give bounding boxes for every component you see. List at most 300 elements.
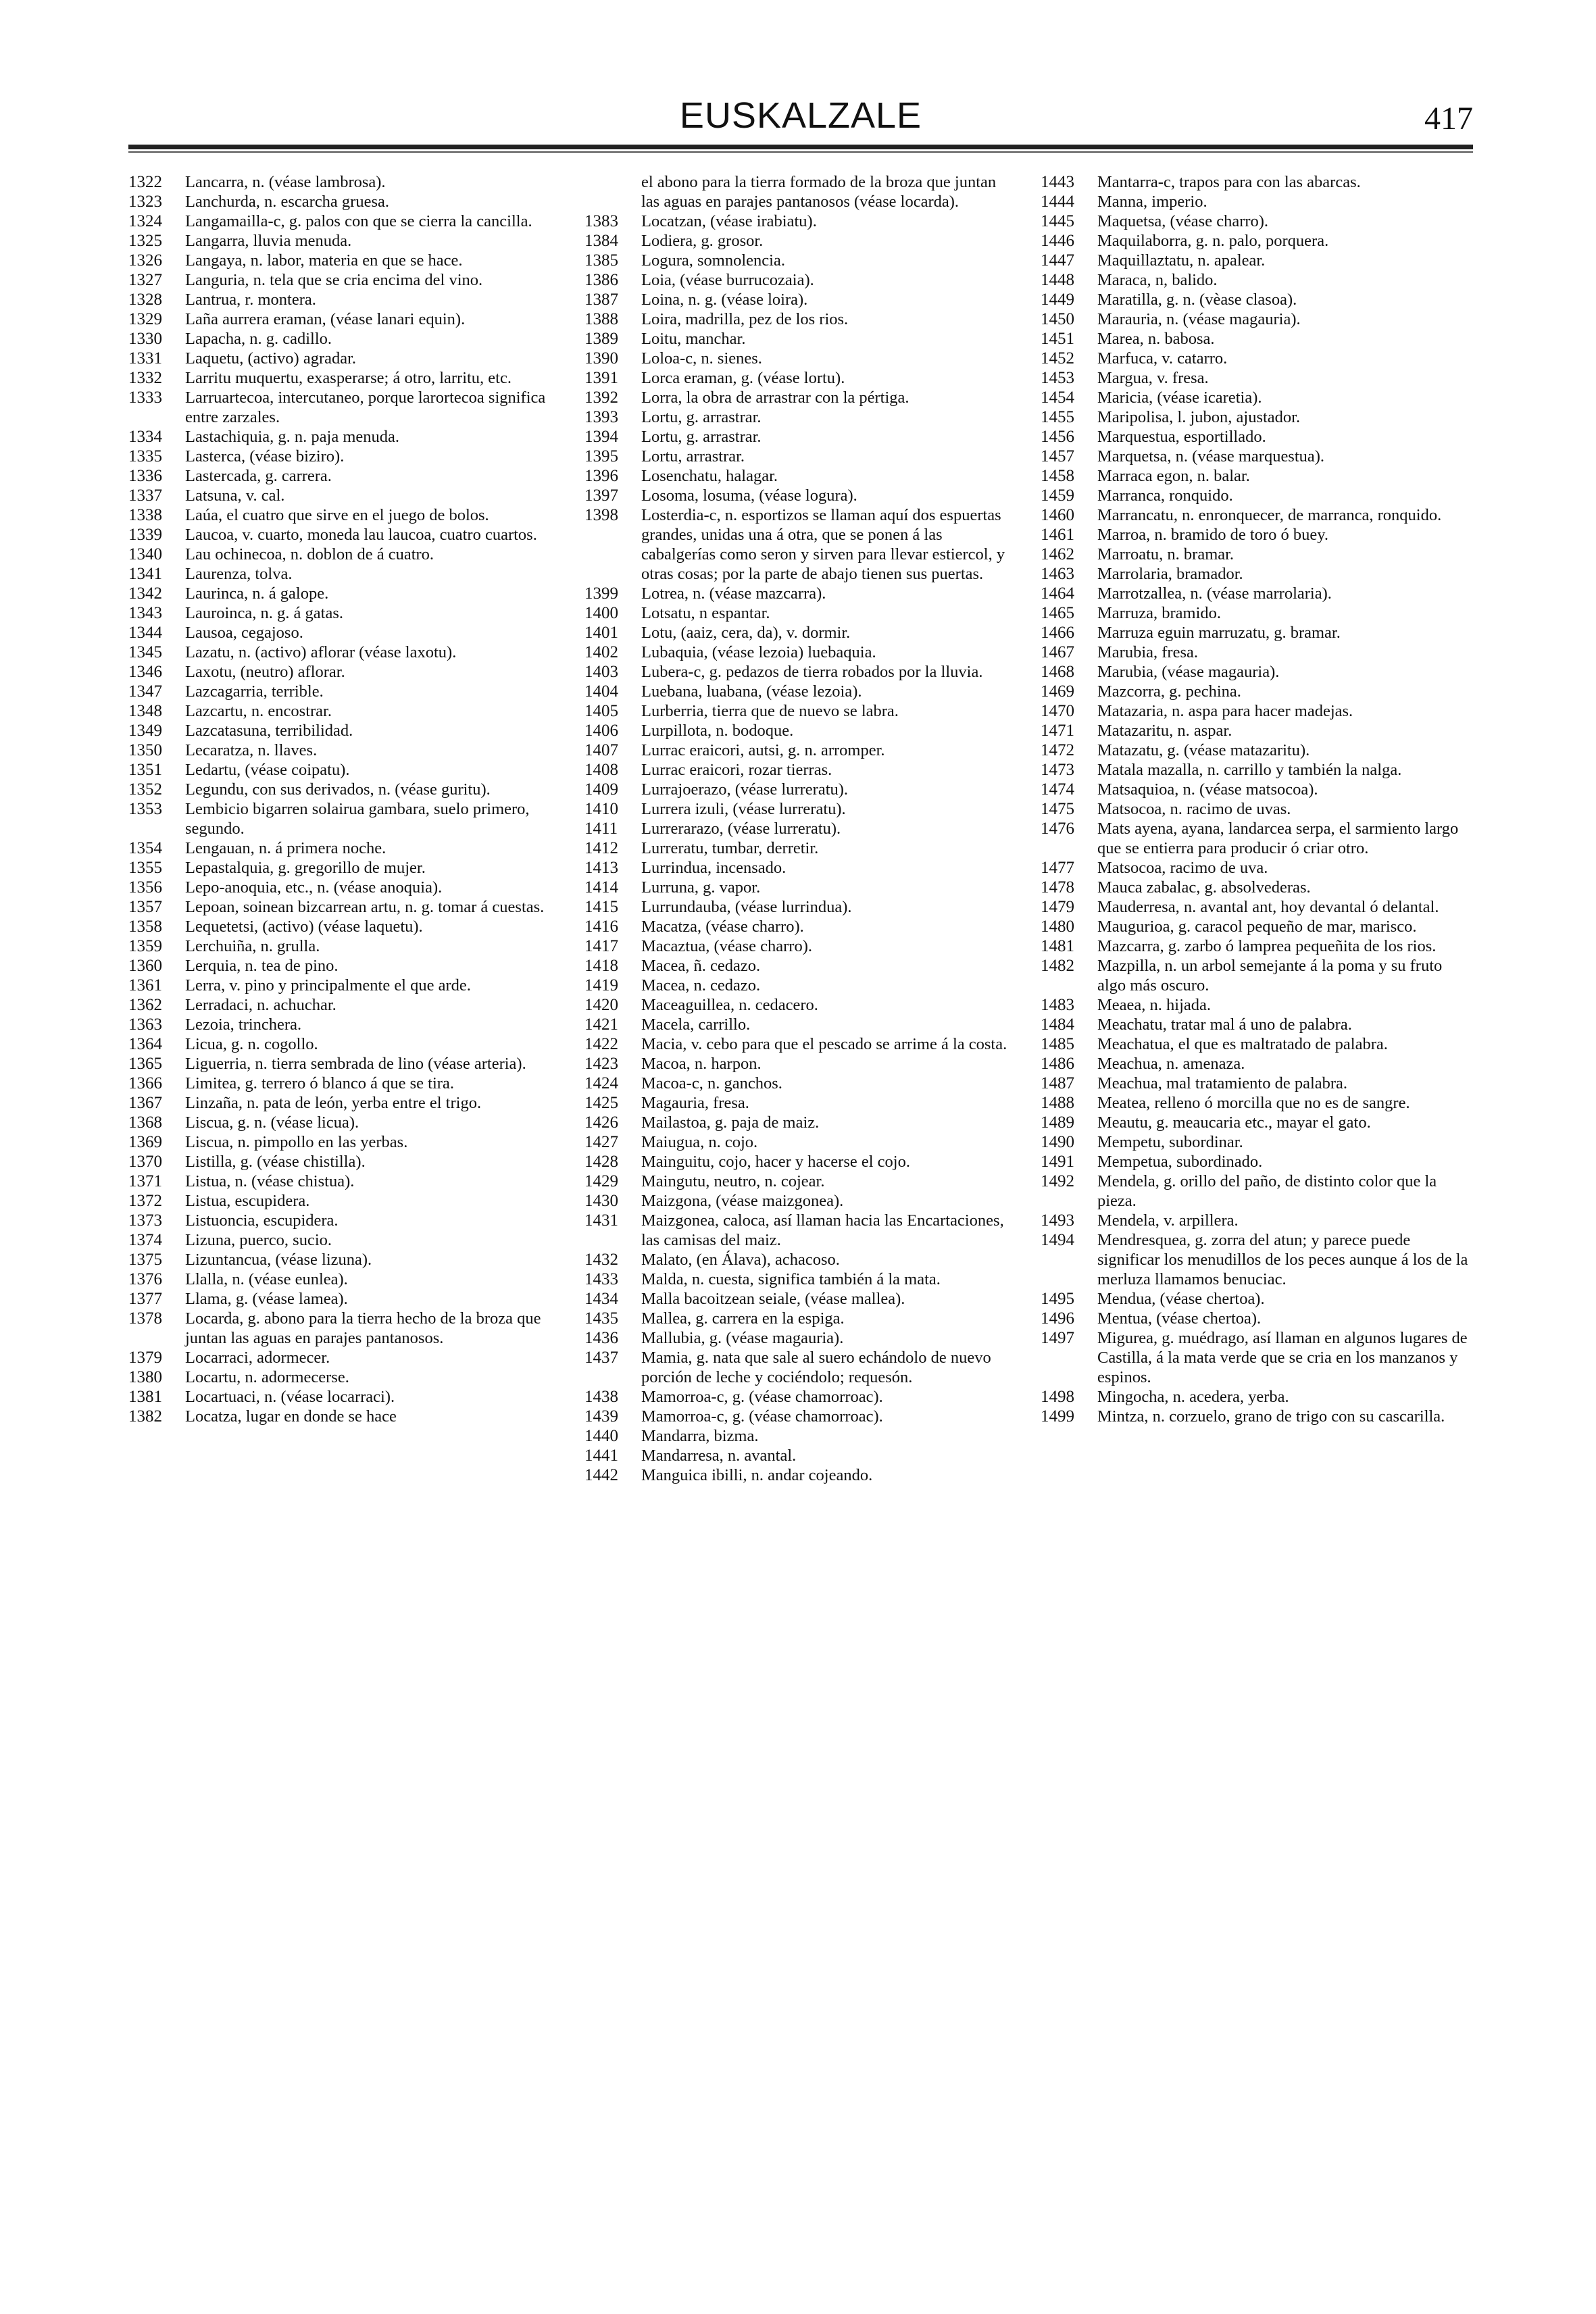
dictionary-entry	[1041, 329, 1473, 349]
dictionary-entry	[1041, 956, 1473, 995]
entry-number: 1385	[584, 251, 618, 270]
entry-number: 1488	[1041, 1094, 1074, 1112]
entry-text: Laurinca, n. á galope.	[185, 584, 329, 603]
dictionary-entry	[128, 1269, 561, 1289]
dictionary-entry	[1041, 486, 1473, 505]
dictionary-entry	[584, 466, 1017, 486]
entry-number: 1358	[128, 917, 162, 936]
entry-text: Marquetsa, n. (véase marquestua).	[1097, 447, 1325, 466]
entry-number: 1477	[1041, 859, 1074, 877]
dictionary-entry	[584, 349, 1017, 368]
entry-text: Lurrundauba, (véase lurrindua).	[641, 898, 852, 916]
running-title: EUSKALZALE	[679, 95, 922, 136]
dictionary-entry	[128, 1407, 561, 1426]
dictionary-entry	[584, 211, 1017, 231]
entry-text: Lembicio bigarren solairua gambara, suelo primero, segundo.	[185, 800, 530, 838]
entry-text: Lasterca, (véase biziro).	[185, 447, 345, 466]
entry-number: 1420	[584, 996, 618, 1014]
entry-text: Meachua, n. amenaza.	[1097, 1055, 1245, 1073]
entry-text: Matsocoa, racimo de uva.	[1097, 859, 1268, 877]
entry-text: Lazcartu, n. encostrar.	[185, 702, 332, 720]
entry-text: Lorca eraman, g. (véase lortu).	[641, 369, 845, 387]
dictionary-entry	[1041, 780, 1473, 799]
dictionary-entry	[584, 231, 1017, 251]
entry-text: Lausoa, cegajoso.	[185, 624, 303, 642]
entry-text: Maizgonea, caloca, así llaman hacia las Encartaciones, las camisas del maiz.	[641, 1211, 1004, 1249]
entry-text: Lorra, la obra de arrastrar con la pértiga.	[641, 388, 909, 407]
dictionary-entry	[128, 1015, 561, 1034]
dictionary-entry	[128, 1093, 561, 1113]
entry-text: Magauria, fresa.	[641, 1094, 749, 1112]
entry-text: Maiugua, n. cojo.	[641, 1133, 758, 1151]
dictionary-entry	[128, 780, 561, 799]
dictionary-entry	[1041, 290, 1473, 309]
entry-number: 1476	[1041, 820, 1074, 838]
dictionary-entry	[1041, 447, 1473, 466]
dictionary-entry	[584, 701, 1017, 721]
dictionary-entry	[584, 407, 1017, 427]
entry-number: 1462	[1041, 545, 1074, 563]
entry-number: 1458	[1041, 467, 1074, 485]
dictionary-entry	[584, 917, 1017, 936]
dictionary-entry	[1041, 309, 1473, 329]
entry-number: 1390	[584, 349, 618, 368]
entry-number: 1464	[1041, 584, 1074, 603]
entry-text: Lortu, g. arrastrar.	[641, 408, 762, 426]
dictionary-entry	[128, 662, 561, 682]
entry-text: Mamorroa-c, g. (véase chamorroac).	[641, 1388, 883, 1406]
dictionary-entry	[128, 505, 561, 525]
header-rule-thin	[128, 151, 1473, 153]
dictionary-entry	[584, 760, 1017, 780]
entry-text: Loia, (véase burrucozaia).	[641, 271, 814, 289]
entry-number: 1455	[1041, 408, 1074, 426]
dictionary-entry	[584, 1211, 1017, 1250]
dictionary-columns	[128, 172, 1473, 2260]
dictionary-entry	[1041, 643, 1473, 662]
entry-number: 1354	[128, 839, 162, 857]
dictionary-entry	[584, 603, 1017, 623]
dictionary-entry	[1041, 192, 1473, 211]
entry-text: Loira, madrilla, pez de los rios.	[641, 310, 849, 328]
entry-text: Marrancatu, n. enronquecer, de marranca, ronquido.	[1097, 506, 1442, 524]
entry-number: 1389	[584, 330, 618, 348]
dictionary-entry	[584, 1191, 1017, 1211]
dictionary-entry	[1041, 1211, 1473, 1230]
dictionary-entry	[1041, 917, 1473, 936]
entry-number: 1331	[128, 349, 162, 368]
dictionary-entry	[1041, 407, 1473, 427]
dictionary-entry	[128, 995, 561, 1015]
dictionary-entry	[1041, 662, 1473, 682]
entry-text: Mempetua, subordinado.	[1097, 1153, 1263, 1171]
dictionary-entry	[128, 368, 561, 388]
entry-text: Mendua, (véase chertoa).	[1097, 1290, 1265, 1308]
header-rule	[128, 145, 1473, 149]
entry-number: 1469	[1041, 682, 1074, 701]
entry-number: 1460	[1041, 506, 1074, 524]
dictionary-entry	[1041, 1034, 1473, 1054]
entry-number: 1438	[584, 1388, 618, 1406]
entry-number: 1427	[584, 1133, 618, 1151]
entry-text: Migurea, g. muédrago, así llaman en algunos lugares de Castilla, á la mata verde que se cria en los manzanos y espinos.	[1097, 1329, 1468, 1386]
dictionary-entry	[128, 231, 561, 251]
entry-number: 1380	[128, 1368, 162, 1386]
entry-number: 1384	[584, 232, 618, 250]
entry-number: 1402	[584, 643, 618, 661]
dictionary-entry	[1041, 427, 1473, 447]
entry-text: Larritu muquertu, exasperarse; á otro, larritu, etc.	[185, 369, 512, 387]
entry-number: 1323	[128, 193, 162, 211]
entry-text: Mendresquea, g. zorra del atun; y parece puede significar los menudillos de los peces aunque á los de la merluza llamamos benuciac.	[1097, 1231, 1468, 1288]
entry-number: 1371	[128, 1172, 162, 1190]
entry-number: 1445	[1041, 212, 1074, 230]
entry-number: 1418	[584, 957, 618, 975]
entry-number: 1470	[1041, 702, 1074, 720]
entry-number: 1441	[584, 1447, 618, 1465]
dictionary-entry	[128, 192, 561, 211]
entry-number: 1480	[1041, 917, 1074, 936]
entry-number: 1421	[584, 1015, 618, 1034]
entry-text: Lerquia, n. tea de pino.	[185, 957, 339, 975]
entry-number: 1408	[584, 761, 618, 779]
entry-number: 1340	[128, 545, 162, 563]
entry-text: Manna, imperio.	[1097, 193, 1207, 211]
dictionary-entry	[1041, 172, 1473, 192]
entry-text: Locatzan, (véase irabiatu).	[641, 212, 817, 230]
dictionary-entry	[1041, 388, 1473, 407]
entry-number: 1453	[1041, 369, 1074, 387]
dictionary-entry	[128, 388, 561, 427]
dictionary-entry	[1041, 211, 1473, 231]
dictionary-entry	[128, 290, 561, 309]
dictionary-entry	[584, 897, 1017, 917]
entry-text: Languria, n. tela que se cria encima del vino.	[185, 271, 483, 289]
dictionary-entry	[128, 427, 561, 447]
entry-number: 1431	[584, 1211, 618, 1230]
entry-number: 1483	[1041, 996, 1074, 1014]
entry-number: 1490	[1041, 1133, 1074, 1151]
entry-text: Lazcatasuna, terribilidad.	[185, 722, 353, 740]
entry-text: Lequetetsi, (activo) (véase laquetu).	[185, 917, 423, 936]
entry-text: Macatza, (véase charro).	[641, 917, 804, 936]
dictionary-entry	[584, 995, 1017, 1015]
dictionary-entry	[1041, 231, 1473, 251]
entry-text: Maquetsa, (véase charro).	[1097, 212, 1269, 230]
dictionary-entry	[1041, 760, 1473, 780]
entry-text: Lecaratza, n. llaves.	[185, 741, 318, 759]
dictionary-entry	[128, 1289, 561, 1309]
dictionary-entry	[584, 1015, 1017, 1034]
entry-text: Maricia, (véase icaretia).	[1097, 388, 1262, 407]
entry-text: Mainguitu, cojo, hacer y hacerse el cojo.	[641, 1153, 910, 1171]
entry-text: Lurrac eraicori, autsi, g. n. arromper.	[641, 741, 885, 759]
entry-number: 1485	[1041, 1035, 1074, 1053]
dictionary-entry	[584, 878, 1017, 897]
entry-number: 1492	[1041, 1172, 1074, 1190]
dictionary-entry	[1041, 1387, 1473, 1407]
entry-number: 1373	[128, 1211, 162, 1230]
entry-text: Langarra, lluvia menuda.	[185, 232, 352, 250]
entry-text: Mendela, v. arpillera.	[1097, 1211, 1239, 1230]
entry-text: Lastercada, g. carrera.	[185, 467, 332, 485]
entry-number: 1324	[128, 212, 162, 230]
entry-text: Llalla, n. (véase eunlea).	[185, 1270, 348, 1288]
entry-text: Losenchatu, halagar.	[641, 467, 778, 485]
dictionary-entry	[1041, 1074, 1473, 1093]
entry-number: 1430	[584, 1192, 618, 1210]
entry-text: Liguerria, n. tierra sembrada de lino (véase arteria).	[185, 1055, 526, 1073]
entry-number: 1369	[128, 1133, 162, 1151]
entry-text: Mazcarra, g. zarbo ó lamprea pequeñita de los rios.	[1097, 937, 1437, 955]
entry-text: Maratilla, g. n. (vèase clasoa).	[1097, 291, 1297, 309]
dictionary-entry	[584, 1113, 1017, 1132]
entry-number: 1482	[1041, 957, 1074, 975]
entry-text: Lantrua, r. montera.	[185, 291, 316, 309]
entry-number: 1337	[128, 486, 162, 505]
entry-text: Lotsatu, n espantar.	[641, 604, 770, 622]
dictionary-entry	[1041, 1172, 1473, 1211]
dictionary-entry	[128, 897, 561, 917]
dictionary-entry	[128, 1034, 561, 1054]
dictionary-entry	[128, 1309, 561, 1348]
entry-text: Lezoia, trinchera.	[185, 1015, 302, 1034]
entry-number: 1376	[128, 1270, 162, 1288]
entry-number: 1439	[584, 1407, 618, 1426]
entry-text: Lurrac eraicori, rozar tierras.	[641, 761, 832, 779]
entry-number: 1361	[128, 976, 162, 995]
dictionary-entry	[128, 760, 561, 780]
dictionary-entry	[584, 329, 1017, 349]
dictionary-entry	[584, 427, 1017, 447]
dictionary-entry	[1041, 1289, 1473, 1309]
entry-text: Maripolisa, l. jubon, ajustador.	[1097, 408, 1301, 426]
entry-number: 1382	[128, 1407, 162, 1426]
dictionary-entry	[1041, 721, 1473, 740]
dictionary-entry	[584, 447, 1017, 466]
dictionary-entry	[1041, 349, 1473, 368]
entry-number: 1395	[584, 447, 618, 466]
entry-text: Limitea, g. terrero ó blanco á que se tira.	[185, 1074, 454, 1092]
entry-text: Marroatu, n. bramar.	[1097, 545, 1235, 563]
entry-number: 1452	[1041, 349, 1074, 368]
dictionary-entry	[1041, 1132, 1473, 1152]
entry-text: Meatea, relleno ó morcilla que no es de sangre.	[1097, 1094, 1410, 1112]
entry-text: Laucoa, v. cuarto, moneda lau laucoa, cuatro cuartos.	[185, 526, 537, 544]
entry-number: 1352	[128, 780, 162, 799]
entry-number: 1448	[1041, 271, 1074, 289]
entry-text: Lepastalquia, g. gregorillo de mujer.	[185, 859, 426, 877]
dictionary-entry	[128, 329, 561, 349]
entry-text: Mintza, n. corzuelo, grano de trigo con su cascarilla.	[1097, 1407, 1445, 1426]
entry-text: Ledartu, (véase coipatu).	[185, 761, 350, 779]
dictionary-entry	[128, 466, 561, 486]
dictionary-entry	[1041, 466, 1473, 486]
entry-number: 1434	[584, 1290, 618, 1308]
entry-number: 1436	[584, 1329, 618, 1347]
dictionary-entry	[128, 1387, 561, 1407]
entry-text: Loitu, manchar.	[641, 330, 746, 348]
dictionary-entry	[1041, 623, 1473, 643]
entry-number: 1471	[1041, 722, 1074, 740]
entry-number: 1326	[128, 251, 162, 270]
entry-number: 1370	[128, 1153, 162, 1171]
entry-text: Maceaguillea, n. cedacero.	[641, 996, 818, 1014]
entry-text: Lerradaci, n. achuchar.	[185, 996, 336, 1014]
entry-number: 1333	[128, 388, 162, 407]
entry-number: 1329	[128, 310, 162, 328]
entry-text: Langamailla-c, g. palos con que se cierra la cancilla.	[185, 212, 532, 230]
entry-number: 1407	[584, 741, 618, 759]
entry-number: 1497	[1041, 1329, 1074, 1347]
entry-number: 1359	[128, 937, 162, 955]
entry-number: 1345	[128, 643, 162, 661]
entry-text: Lodiera, g. grosor.	[641, 232, 764, 250]
entry-text: Laxotu, (neutro) aflorar.	[185, 663, 345, 681]
entry-text: Malda, n. cuesta, significa también á la mata.	[641, 1270, 941, 1288]
entry-text: Lortu, arrastrar.	[641, 447, 745, 466]
entry-number: 1379	[128, 1349, 162, 1367]
dictionary-entry	[584, 721, 1017, 740]
entry-number: 1489	[1041, 1113, 1074, 1132]
entry-text: Maugurioa, g. caracol pequeño de mar, marisco.	[1097, 917, 1417, 936]
entry-text: el abono para la tierra formado de la broza que juntan las aguas en parajes pantanosos (véase locarda).	[641, 173, 997, 211]
entry-text: Marroa, n. bramido de toro ó buey.	[1097, 526, 1328, 544]
entry-number: 1415	[584, 898, 618, 916]
entry-text: Meachatua, el que es maltratado de palabra.	[1097, 1035, 1388, 1053]
dictionary-entry	[128, 545, 561, 564]
entry-text: Mandarresa, n. avantal.	[641, 1447, 797, 1465]
entry-number: 1343	[128, 604, 162, 622]
entry-number: 1435	[584, 1309, 618, 1328]
page-number: 417	[1424, 101, 1473, 136]
entry-number: 1498	[1041, 1388, 1074, 1406]
dictionary-entry	[1041, 1093, 1473, 1113]
entry-number: 1328	[128, 291, 162, 309]
entry-text: Lancarra, n. (véase lambrosa).	[185, 173, 386, 191]
entry-text: Maquillaztatu, n. apalear.	[1097, 251, 1266, 270]
entry-text: Marruza eguin marruzatu, g. bramar.	[1097, 624, 1341, 642]
entry-number: 1347	[128, 682, 162, 701]
dictionary-entry	[584, 1074, 1017, 1093]
entry-text: Marauria, n. (véase magauria).	[1097, 310, 1301, 328]
dictionary-entry	[1041, 897, 1473, 917]
entry-number: 1338	[128, 506, 162, 524]
dictionary-entry	[128, 799, 561, 838]
entry-number: 1406	[584, 722, 618, 740]
dictionary-entry	[584, 1407, 1017, 1426]
dictionary-entry	[128, 270, 561, 290]
entry-text: Lurpillota, n. bodoque.	[641, 722, 794, 740]
entry-text: Linzaña, n. pata de león, yerba entre el trigo.	[185, 1094, 482, 1112]
dictionary-entry	[128, 701, 561, 721]
entry-number: 1366	[128, 1074, 162, 1092]
entry-text: Marquestua, esportillado.	[1097, 428, 1266, 446]
dictionary-entry	[1041, 1309, 1473, 1328]
entry-number: 1461	[1041, 526, 1074, 544]
dictionary-entry	[584, 740, 1017, 760]
dictionary-entry	[584, 251, 1017, 270]
entry-text: Lurberria, tierra que de nuevo se labra.	[641, 702, 899, 720]
entry-number: 1404	[584, 682, 618, 701]
dictionary-entry	[584, 486, 1017, 505]
entry-number: 1362	[128, 996, 162, 1014]
entry-text: Liscua, g. n. (véase licua).	[185, 1113, 359, 1132]
entry-number: 1398	[584, 506, 618, 524]
dictionary-entry	[584, 858, 1017, 878]
entry-text: Matala mazalla, n. carrillo y también la nalga.	[1097, 761, 1402, 779]
dictionary-entry	[584, 172, 1017, 211]
entry-text: Mendela, g. orillo del paño, de distinto color que la pieza.	[1097, 1172, 1437, 1210]
dictionary-entry	[584, 799, 1017, 819]
entry-number: 1429	[584, 1172, 618, 1190]
entry-text: Lurruna, g. vapor.	[641, 878, 761, 897]
dictionary-entry	[128, 1152, 561, 1172]
dictionary-entry	[128, 838, 561, 858]
entry-number: 1479	[1041, 898, 1074, 916]
dictionary-entry	[584, 1426, 1017, 1446]
dictionary-entry	[128, 603, 561, 623]
entry-number: 1499	[1041, 1407, 1074, 1426]
entry-text: Manguica ibilli, n. andar cojeando.	[641, 1466, 873, 1484]
entry-number: 1426	[584, 1113, 618, 1132]
entry-text: Marruza, bramido.	[1097, 604, 1221, 622]
dictionary-entry	[128, 447, 561, 466]
entry-text: Lanchurda, n. escarcha gruesa.	[185, 193, 390, 211]
entry-text: Macaztua, (véase charro).	[641, 937, 813, 955]
entry-text: Maizgona, (véase maizgonea).	[641, 1192, 844, 1210]
dictionary-entry	[128, 740, 561, 760]
entry-text: Macoa, n. harpon.	[641, 1055, 762, 1073]
dictionary-entry	[128, 917, 561, 936]
dictionary-entry	[584, 819, 1017, 838]
entry-number: 1433	[584, 1270, 618, 1288]
entry-text: Mamorroa-c, g. (véase chamorroac).	[641, 1407, 883, 1426]
entry-text: Listua, escupidera.	[185, 1192, 310, 1210]
entry-text: Meachua, mal tratamiento de palabra.	[1097, 1074, 1348, 1092]
entry-number: 1405	[584, 702, 618, 720]
entry-text: Marranca, ronquido.	[1097, 486, 1233, 505]
entry-number: 1412	[584, 839, 618, 857]
entry-number: 1335	[128, 447, 162, 466]
dictionary-entry	[1041, 1015, 1473, 1034]
entry-text: Macea, ñ. cedazo.	[641, 957, 761, 975]
dictionary-entry	[128, 309, 561, 329]
entry-text: Lurreratu, tumbar, derretir.	[641, 839, 819, 857]
entry-number: 1322	[128, 173, 162, 191]
entry-number: 1392	[584, 388, 618, 407]
dictionary-entry	[128, 1172, 561, 1191]
entry-text: Lerra, v. pino y principalmente el que arde.	[185, 976, 471, 995]
entry-number: 1450	[1041, 310, 1074, 328]
entry-text: Lerchuiña, n. grulla.	[185, 937, 320, 955]
dictionary-entry	[128, 486, 561, 505]
entry-number: 1410	[584, 800, 618, 818]
entry-text: Lepo-anoquia, etc., n. (véase anoquia).	[185, 878, 443, 897]
entry-number: 1378	[128, 1309, 162, 1328]
dictionary-entry	[128, 211, 561, 231]
entry-text: Lurrera izuli, (véase lurreratu).	[641, 800, 846, 818]
dictionary-entry	[584, 1093, 1017, 1113]
entry-number: 1372	[128, 1192, 162, 1210]
dictionary-entry	[584, 1054, 1017, 1074]
dictionary-entry	[584, 682, 1017, 701]
entry-number: 1467	[1041, 643, 1074, 661]
entry-number: 1425	[584, 1094, 618, 1112]
entry-text: Lotrea, n. (véase mazcarra).	[641, 584, 826, 603]
entry-text: Mazcorra, g. pechina.	[1097, 682, 1241, 701]
entry-number: 1409	[584, 780, 618, 799]
